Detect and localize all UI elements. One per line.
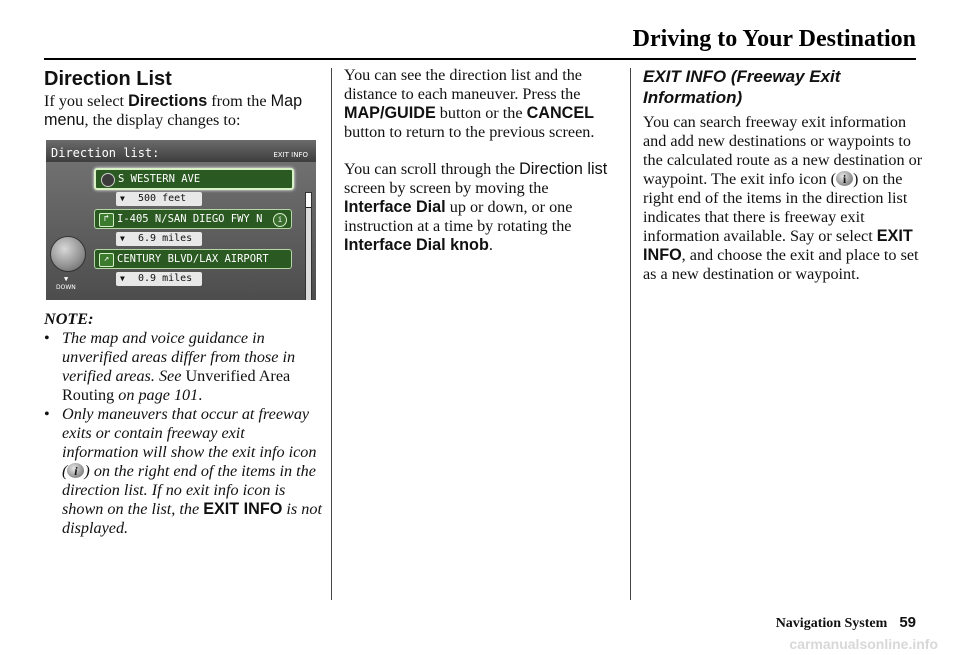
page-number: 59 [899, 614, 916, 631]
direction-list-term: Direction list [519, 160, 608, 178]
column-3 [643, 66, 923, 284]
exit-info-icon [836, 171, 853, 186]
footer-label: Navigation System [775, 616, 888, 631]
intro-paragraph: If you select Directions from the Map menu, the display changes to: [44, 92, 303, 129]
exit-info-term: EXIT INFO [643, 227, 913, 264]
page-header-title: Driving to Your Destination [632, 26, 916, 52]
paragraph: You can search freeway exit information and add new destinations or waypoints to the calculated route as a new destination or waypoint. The exit info icon (i ) on the right end of the items in the direction list indicates that there is freeway exit information available. Say or select EXIT INFO, and choose the exit and place to set as a new destination or waypoint. [643, 113, 923, 284]
direction-item: S WESTERN AVE [94, 168, 294, 190]
column-divider [331, 68, 332, 600]
exit-info-icon: i [273, 213, 287, 227]
destination-marker-icon [101, 173, 115, 187]
nav-screen-title: Direction list: [51, 146, 160, 160]
interface-dial-icon [50, 236, 86, 272]
nav-scrollbar-thumb [306, 193, 311, 208]
column-1 [44, 66, 324, 538]
page-footer [776, 614, 916, 632]
note-bullet: • The map and voice guidance in unverified areas differ from those in verified areas. See Unverified Area Routing on page 101. [44, 329, 324, 405]
subsection-heading: EXIT INFO (Freeway Exit Information) [643, 67, 841, 107]
column-2 [344, 66, 619, 255]
directions-term: Directions [128, 92, 208, 110]
down-triangle-icon: ▼ [120, 194, 125, 203]
section-heading: Direction List [44, 68, 172, 90]
paragraph: You can see the direction list and the distance to each maneuver. Press the MAP/GUIDE button or the CANCEL button to return to the previous screen. [344, 66, 595, 141]
nav-exit-info-label: EXIT INFO [273, 151, 308, 159]
distance-label: ▼ 500 feet [116, 192, 202, 206]
nav-body [46, 162, 316, 300]
map-guide-button-term: MAP/GUIDE [344, 104, 436, 122]
direction-list-screenshot [46, 140, 316, 300]
column-divider [630, 68, 631, 600]
distance-label: ▼ 0.9 miles [116, 272, 202, 286]
interface-dial-knob-term: Interface Dial knob [344, 236, 489, 254]
exit-ramp-arrow-icon: ↗ [99, 253, 114, 267]
nav-scrollbar [305, 192, 312, 300]
exit-info-icon [67, 463, 84, 478]
down-arrow-icon: ▼ [64, 275, 69, 283]
exit-info-term: EXIT INFO [203, 500, 283, 518]
interface-dial-term: Interface Dial [344, 198, 446, 216]
down-triangle-icon: ▼ [120, 234, 125, 243]
direction-item: ↗ CENTURY BLVD/LAX AIRPORT [94, 249, 292, 269]
cancel-button-term: CANCEL [526, 104, 595, 122]
direction-item: ↱ I-405 N/SAN DIEGO FWY N i [94, 209, 292, 229]
header-rule [44, 58, 916, 60]
paragraph: You can scroll through the Direction list screen by screen by moving the Interface Dial up or down, or one instruction at a time by rotating the Interface Dial knob. [344, 160, 608, 254]
note-bullet: • Only maneuvers that occur at freeway exits or contain freeway exit information will show the exit info icon (i ) on the right end of the items in the direction list. If no exit info icon is shown on the list, the EXIT INFO is not displayed. [44, 405, 324, 538]
note-title: NOTE: [44, 310, 94, 328]
down-triangle-icon: ▼ [120, 274, 125, 283]
nav-title-bar [46, 140, 316, 162]
distance-label: ▼ 6.9 miles [116, 232, 202, 246]
nav-down-label: DOWN [56, 284, 76, 291]
cross-reference-link: Unverified Area Routing [62, 367, 291, 404]
map-menu-term: Map menu [44, 92, 303, 129]
watermark: carmanualsonline.info [789, 636, 938, 652]
turn-right-arrow-icon: ↱ [99, 213, 114, 227]
